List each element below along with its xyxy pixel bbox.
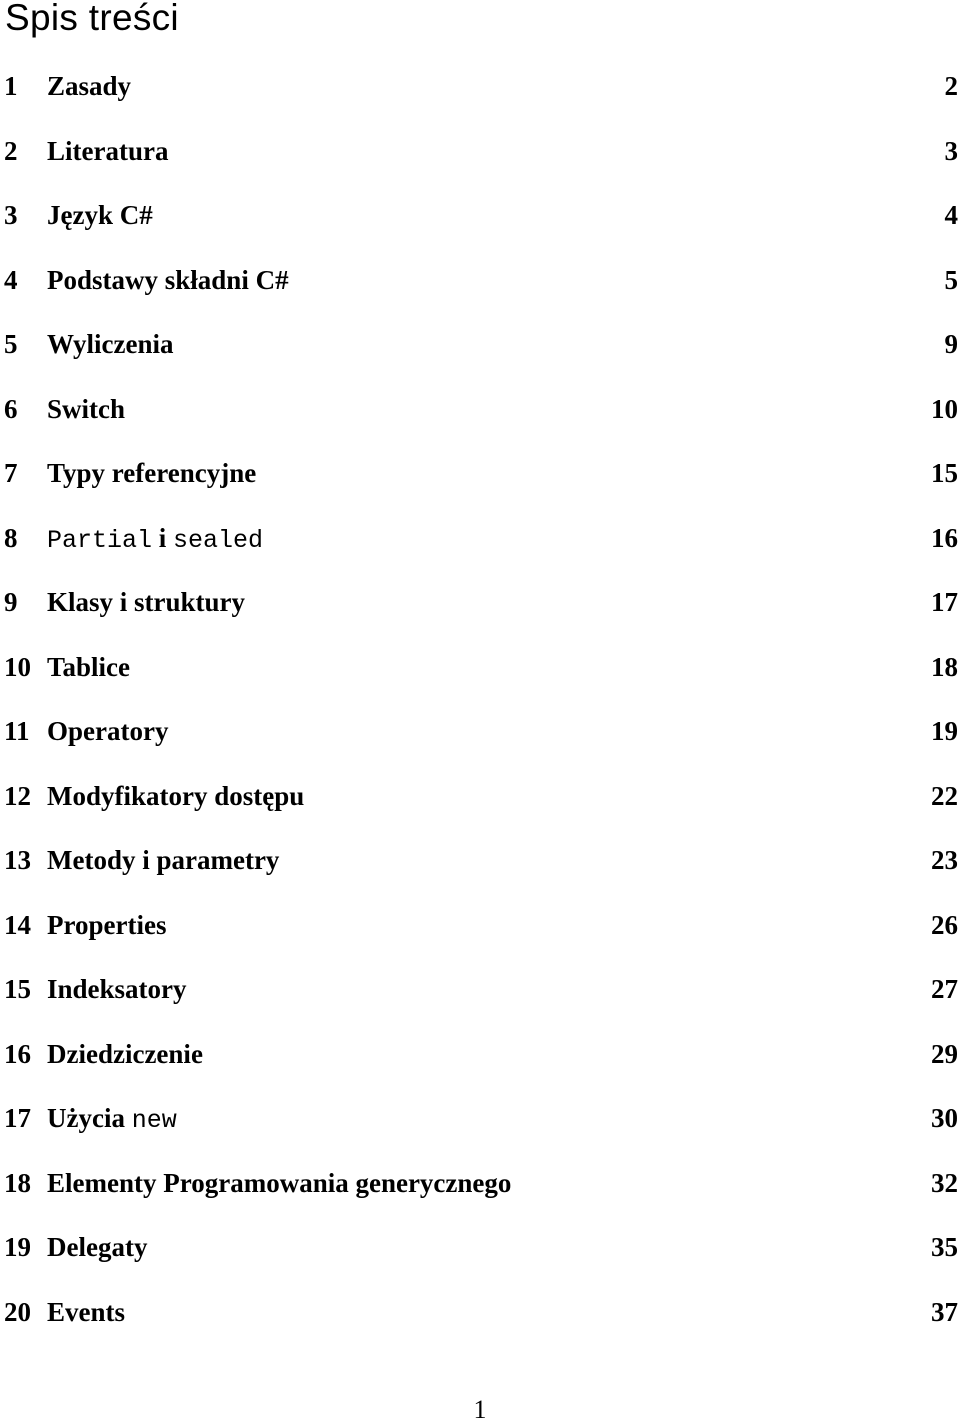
toc-entry-page: 27	[931, 974, 958, 1004]
toc-entry-page: 16	[931, 522, 958, 553]
toc-entry-number: 14	[4, 909, 31, 940]
toc-entry[interactable]	[0, 191, 960, 256]
toc-entry-text-segment: Podstawy składni C#	[47, 264, 289, 295]
toc-entry-number: 11	[4, 716, 30, 746]
toc-entry-text-segment: Operatory	[47, 716, 169, 746]
toc-entry-title	[47, 965, 187, 1013]
toc-entry-page: 19	[931, 716, 958, 746]
toc-entry-number: 2	[4, 135, 18, 166]
page-number: 1	[473, 1395, 487, 1424]
toc-entry-title	[47, 643, 130, 691]
toc-entry-number: 9	[4, 587, 18, 617]
toc-entry-number: 17	[4, 1103, 31, 1133]
toc-entry-title	[47, 901, 166, 949]
toc-entry-text-segment: Metody i parametry	[47, 845, 280, 875]
toc-entry-number: 4	[4, 264, 18, 295]
toc-entry-page: 4	[944, 200, 958, 230]
toc-entry-title	[47, 127, 168, 175]
toc-entry[interactable]	[0, 578, 960, 643]
toc-entry-title	[47, 1030, 203, 1078]
toc-entry-page: 30	[931, 1103, 958, 1133]
toc-entry-title	[47, 62, 131, 110]
toc-entry[interactable]	[0, 1030, 960, 1095]
table-of-contents	[0, 62, 960, 1352]
toc-entry-title	[47, 1094, 177, 1145]
toc-entry-text-segment: Modyfikatory dostępu	[47, 780, 305, 811]
toc-entry-number: 8	[4, 522, 18, 553]
toc-entry-number: 10	[4, 651, 31, 682]
toc-entry-number: 20	[4, 1296, 31, 1327]
toc-entry-number: 6	[4, 393, 18, 424]
toc-entry[interactable]	[0, 449, 960, 514]
toc-entry-title	[47, 449, 256, 497]
toc-entry-number: 3	[4, 200, 18, 230]
toc-entry-title	[47, 836, 279, 884]
toc-entry-title	[47, 385, 125, 433]
toc-entry-number: 7	[4, 458, 18, 488]
toc-entry[interactable]	[0, 62, 960, 127]
toc-entry[interactable]	[0, 772, 960, 837]
toc-entry-text-segment: Dziedziczenie	[47, 1038, 203, 1069]
toc-entry-page: 3	[944, 135, 958, 166]
toc-entry-page: 5	[944, 264, 958, 295]
toc-entry-text-segment: Indeksatory	[47, 974, 187, 1004]
toc-entry-text-segment: Elementy Programowania generycznego	[47, 1167, 512, 1198]
toc-entry-text-segment: i	[152, 522, 174, 553]
toc-entry-title	[47, 578, 245, 626]
toc-entry-page: 2	[944, 71, 958, 101]
toc-entry-number: 5	[4, 329, 18, 359]
toc-entry-text-segment: Typy referencyjne	[47, 458, 257, 488]
toc-entry[interactable]	[0, 1159, 960, 1224]
toc-entry-text-segment: Tablice	[47, 651, 131, 682]
toc-entry-text-segment: Delegaty	[47, 1232, 148, 1262]
toc-entry[interactable]	[0, 1288, 960, 1353]
toc-entry[interactable]	[0, 256, 960, 321]
toc-entry-text-segment: Klasy i struktury	[47, 587, 246, 617]
toc-entry-title	[47, 1223, 147, 1271]
toc-entry-title	[47, 191, 153, 239]
toc-entry-page: 15	[931, 458, 958, 488]
toc-entry-number: 18	[4, 1167, 31, 1198]
toc-entry[interactable]	[0, 901, 960, 966]
toc-entry[interactable]	[0, 320, 960, 385]
toc-entry-page: 26	[931, 909, 958, 940]
toc-entry-title	[47, 256, 289, 304]
toc-entry-code-segment: sealed	[173, 525, 264, 555]
toc-entry[interactable]	[0, 707, 960, 772]
toc-entry-text-segment: Events	[47, 1296, 126, 1327]
toc-entry-text-segment: Literatura	[47, 135, 169, 166]
toc-entry-page: 10	[931, 393, 958, 424]
toc-entry-text-segment: Użycia	[47, 1103, 132, 1133]
toc-entry[interactable]	[0, 1094, 960, 1159]
toc-entry-page: 29	[931, 1038, 958, 1069]
toc-entry-page: 17	[931, 587, 958, 617]
toc-entry-text-segment: Switch	[47, 393, 126, 424]
toc-entry[interactable]	[0, 643, 960, 708]
toc-entry-page: 23	[931, 845, 958, 875]
toc-entry-page: 22	[931, 780, 958, 811]
toc-entry-page: 35	[931, 1232, 958, 1262]
toc-entry[interactable]	[0, 514, 960, 579]
toc-entry-title	[47, 772, 304, 820]
toc-entry-number: 1	[4, 71, 18, 101]
toc-entry-number: 16	[4, 1038, 31, 1069]
toc-entry-page: 37	[931, 1296, 958, 1327]
toc-entry[interactable]	[0, 965, 960, 1030]
toc-entry[interactable]	[0, 836, 960, 901]
toc-entry[interactable]	[0, 1223, 960, 1288]
toc-entry-code-segment: new	[131, 1106, 177, 1135]
toc-entry-page: 9	[944, 329, 958, 359]
toc-entry-number: 13	[4, 845, 31, 875]
toc-entry-number: 15	[4, 974, 31, 1004]
toc-entry-title	[47, 1159, 511, 1207]
toc-entry-text-segment: Język C#	[47, 200, 153, 230]
toc-entry-text-segment: Zasady	[47, 71, 132, 101]
toc-entry[interactable]	[0, 385, 960, 450]
toc-entry-title	[47, 1288, 125, 1336]
toc-entry-title	[47, 320, 173, 368]
toc-entry-code-segment: Partial	[47, 525, 153, 555]
toc-entry-title	[47, 514, 263, 565]
toc-entry-page: 32	[931, 1167, 958, 1198]
toc-entry-number: 12	[4, 780, 31, 811]
toc-entry[interactable]	[0, 127, 960, 192]
toc-entry-title	[47, 707, 168, 755]
toc-entry-number: 19	[4, 1232, 31, 1262]
toc-entry-text-segment: Wyliczenia	[47, 329, 174, 359]
page-title: Spis treści	[5, 0, 179, 38]
toc-entry-page: 18	[931, 651, 958, 682]
toc-entry-text-segment: Properties	[47, 909, 167, 940]
